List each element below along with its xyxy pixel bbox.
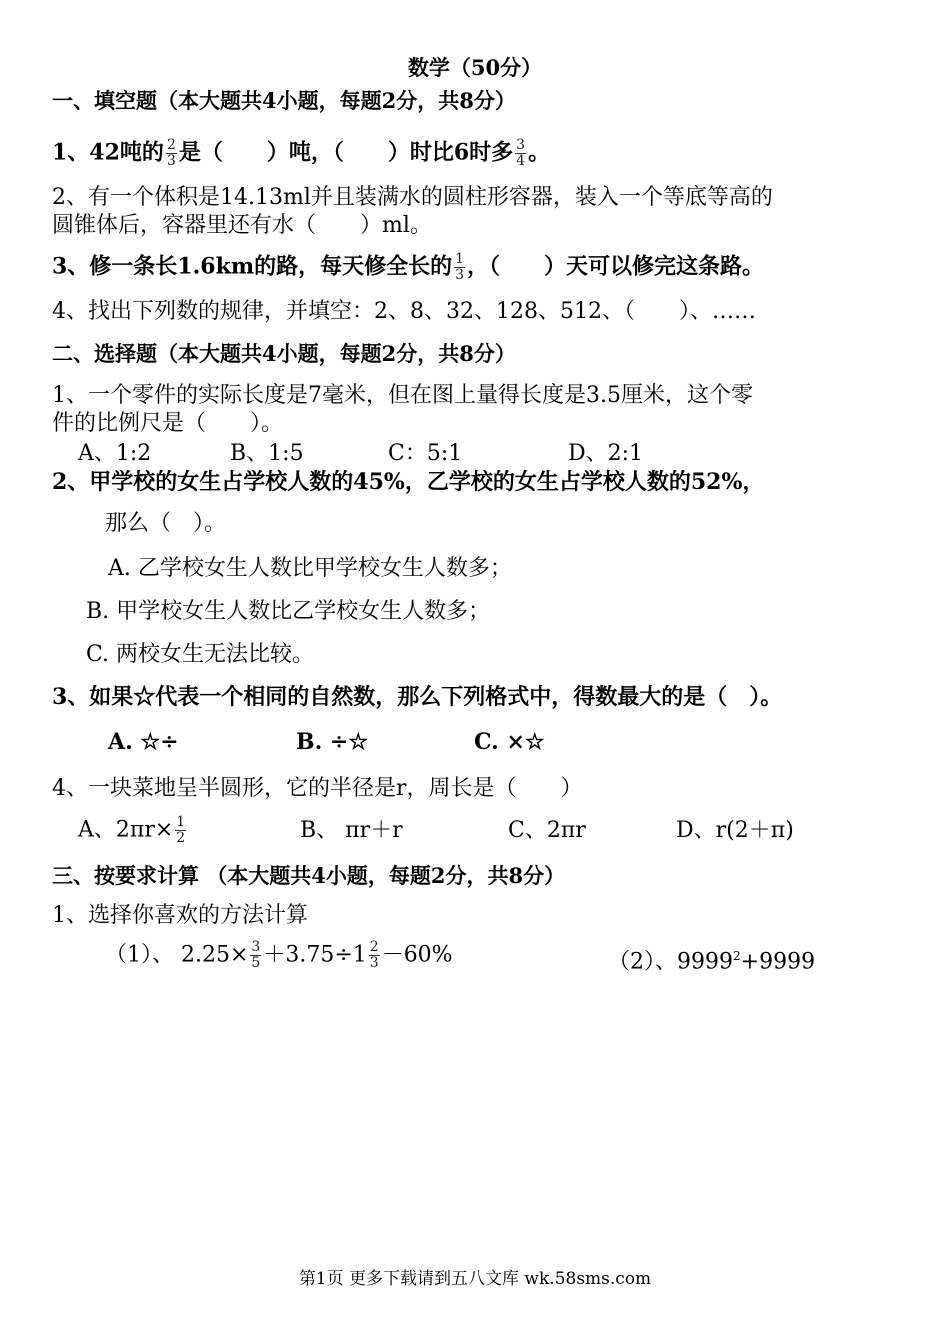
denominator: 4 (516, 153, 526, 169)
s1q3-text-b: ，（ ）天可以修完这条路。 (467, 253, 765, 280)
s2q3-option-b: B. ÷☆ (296, 729, 369, 755)
s2q4-option-a (78, 815, 188, 846)
section-2-heading: 二、选择题（本大题共4小题，每题2分，共8分） (52, 341, 516, 366)
s1-question-1 (52, 138, 550, 169)
fraction (369, 940, 380, 971)
s2q1-option-a: A、1:2 (78, 441, 152, 466)
s3-calc-2 (608, 942, 815, 976)
s2q4-option-d: D、r(2＋π) (676, 818, 794, 843)
calc2-text-b: +9999 (740, 949, 816, 975)
s2-question-4: 4、一块菜地呈半圆形，它的半径是r，周长是（ ） (52, 776, 583, 801)
fraction (175, 815, 186, 846)
fraction (515, 138, 526, 169)
s1q1-text-c: 。 (528, 139, 551, 166)
numerator: 2 (369, 939, 379, 955)
s1-question-4: 4、找出下列数的规律，并填空：2、8、32、128、512、（ ）、…… (52, 299, 756, 324)
s2q2-option-a: A. 乙学校女生人数比甲学校女生人数多； (108, 556, 512, 581)
numerator: 1 (176, 814, 186, 830)
s1q3-text-a: 3、修一条长1.6km的路，每天修全长的 (52, 253, 453, 280)
s1q1-text-b: 是（ ）吨，（ ）时比6时多 (178, 139, 514, 166)
s1-question-3 (52, 252, 764, 283)
exponent: 2 (733, 949, 741, 963)
s2q1-option-d: D、2:1 (568, 441, 644, 466)
calc1-text-a: （1）、 2.25× (105, 942, 249, 968)
s2q4-option-b: B、 πr＋r (300, 818, 403, 843)
s2-question-2-line-2: 那么（ ）。 (105, 511, 227, 536)
s2-question-3: 3、如果☆代表一个相同的自然数，那么下列格式中，得数最大的是（ ）。 (52, 684, 783, 710)
numerator: 2 (166, 137, 176, 153)
s2q4-option-a-text: A、2πr× (78, 817, 174, 843)
fraction (166, 138, 177, 169)
numerator: 3 (516, 137, 526, 153)
denominator: 5 (251, 955, 261, 971)
s2q1-option-c: C：5:1 (388, 441, 463, 466)
s3-calc-1 (105, 940, 453, 971)
fraction (250, 940, 261, 971)
calc1-text-b: ＋3.75÷1 (263, 942, 367, 968)
denominator: 3 (369, 955, 379, 971)
calc2-text-a: （2）、9999 (608, 949, 733, 975)
denominator: 2 (176, 830, 186, 846)
fraction (454, 252, 465, 283)
page-title: 数学（50分） (407, 55, 543, 80)
s2q2-option-b: B. 甲学校女生人数比乙学校女生人数多； (86, 599, 491, 624)
s2q1-option-b: B、1:5 (230, 441, 304, 466)
section-1-heading: 一、填空题（本大题共4小题，每题2分，共8分） (52, 88, 516, 113)
s2q2-option-c: C. 两校女生无法比较。 (86, 642, 315, 667)
calc1-text-c: －60% (381, 942, 453, 968)
s2q4-option-c: C、2πr (508, 818, 586, 843)
section-3-heading: 三、按要求计算 （本大题共4小题，每题2分，共8分） (52, 863, 566, 888)
s2-question-2-line-1: 2、甲学校的女生占学校人数的45%，乙学校的女生占学校人数的52%， (52, 469, 765, 495)
s2-question-1-line-1: 1、一个零件的实际长度是7毫米，但在图上量得长度是3.5厘米，这个零 (52, 383, 753, 408)
s1-question-2-line-1: 2、有一个体积是14.13ml并且装满水的圆柱形容器，装入一个等底等高的 (52, 185, 773, 210)
denominator: 3 (166, 153, 176, 169)
numerator: 1 (455, 251, 465, 267)
s3-question-1: 1、选择你喜欢的方法计算 (52, 903, 308, 928)
s1-question-2-line-2: 圆锥体后，容器里还有水（ ）ml。 (52, 213, 432, 238)
denominator: 3 (455, 267, 465, 283)
s2q3-option-a: A. ☆÷ (108, 729, 179, 755)
page-footer: 第1页 更多下载请到五八文库 wk.58sms.com (298, 1269, 652, 1289)
s1q1-text-a: 1、42吨的 (52, 139, 164, 166)
numerator: 3 (251, 939, 261, 955)
s2q3-option-c: C. ×☆ (474, 729, 545, 755)
s2-question-1-line-2: 件的比例尺是（ ）。 (52, 411, 284, 436)
